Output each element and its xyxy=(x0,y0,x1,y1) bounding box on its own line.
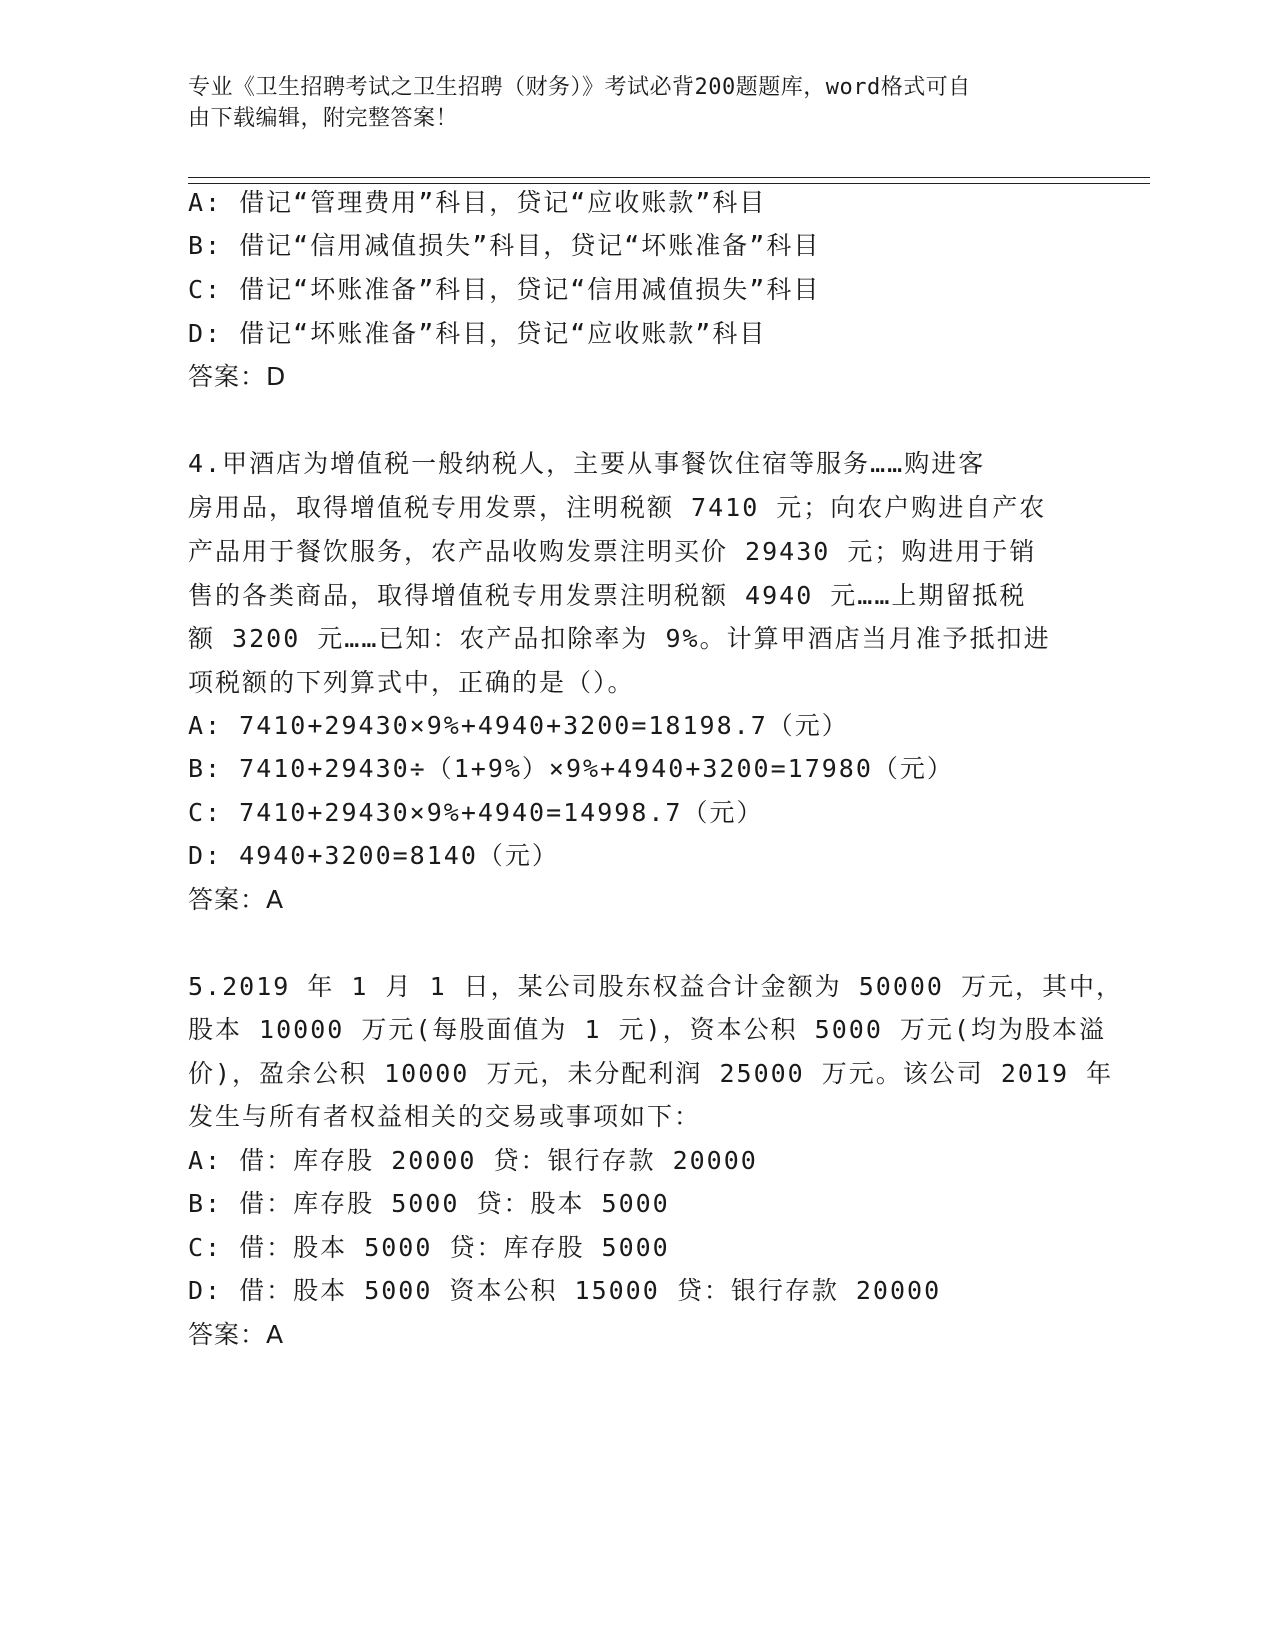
q5-option-d: D: 借：股本 5000 资本公积 15000 贷：银行存款 20000 xyxy=(188,1276,942,1305)
q4-stem-line: 4.甲酒店为增值税一般纳税人，主要从事餐饮住宿等服务……购进客 xyxy=(188,449,986,478)
q5-answer: 答案：A xyxy=(188,1320,285,1349)
q5-option-a: A: 借：库存股 20000 贷：银行存款 20000 xyxy=(188,1146,758,1175)
q4-option-c: C: 7410+29430×9%+4940=14998.7（元） xyxy=(188,798,764,827)
document-header xyxy=(188,72,1088,134)
q4-stem-line: 售的各类商品，取得增值税专用发票注明税额 4940 元……上期留抵税 xyxy=(188,581,1027,610)
q4-stem-line: 产品用于餐饮服务，农产品收购发票注明买价 29430 元；购进用于销 xyxy=(188,537,1037,566)
q4-stem-line: 房用品，取得增值税专用发票，注明税额 7410 元；向农户购进自产农 xyxy=(188,493,1047,522)
q5-option-c: C: 借：股本 5000 贷：库存股 5000 xyxy=(188,1233,670,1262)
q4-option-b: B: 7410+29430÷（1+9%）×9%+4940+3200=17980（元） xyxy=(188,754,954,783)
q4-stem-line: 额 3200 元……已知：农产品扣除率为 9%。计算甲酒店当月准予抵扣进 xyxy=(188,624,1051,653)
q5-stem-line: 价)，盈余公积 10000 万元，未分配利润 25000 万元。该公司 2019 年 xyxy=(188,1059,1114,1088)
q3-option-a: A: 借记“管理费用”科目，贷记“应收账款”科目 xyxy=(188,188,767,217)
q3-option-b: B: 借记“信用减值损失”科目，贷记“坏账准备”科目 xyxy=(188,231,821,260)
header-line-1: 专业《卫生招聘考试之卫生招聘（财务）》考试必背200题题库，word格式可自 xyxy=(188,75,971,100)
q5-stem-line: 股本 10000 万元(每股面值为 1 元)，资本公积 5000 万元(均为股本溢 xyxy=(188,1015,1106,1044)
q4-answer: 答案：A xyxy=(188,885,285,914)
q3-option-d: D: 借记“坏账准备”科目，贷记“应收账款”科目 xyxy=(188,319,767,348)
q4-stem-line: 项税额的下列算式中，正确的是（）。 xyxy=(188,668,635,697)
q4-option-d: D: 4940+3200=8140（元） xyxy=(188,841,559,870)
q5-option-b: B: 借：库存股 5000 贷：股本 5000 xyxy=(188,1189,670,1218)
q4-option-a: A: 7410+29430×9%+4940+3200=18198.7（元） xyxy=(188,711,849,740)
q3-option-c: C: 借记“坏账准备”科目，贷记“信用减值损失”科目 xyxy=(188,275,821,304)
q5-stem-line: 发生与所有者权益相关的交易或事项如下： xyxy=(188,1102,702,1131)
header-divider-top xyxy=(188,177,1150,178)
q3-answer: 答案：D xyxy=(188,362,287,391)
header-line-2: 由下载编辑，附完整答案！ xyxy=(188,106,459,131)
q5-stem-line: 5.2019 年 1 月 1 日，某公司股东权益合计金额为 50000 万元，其中， xyxy=(188,972,1124,1001)
